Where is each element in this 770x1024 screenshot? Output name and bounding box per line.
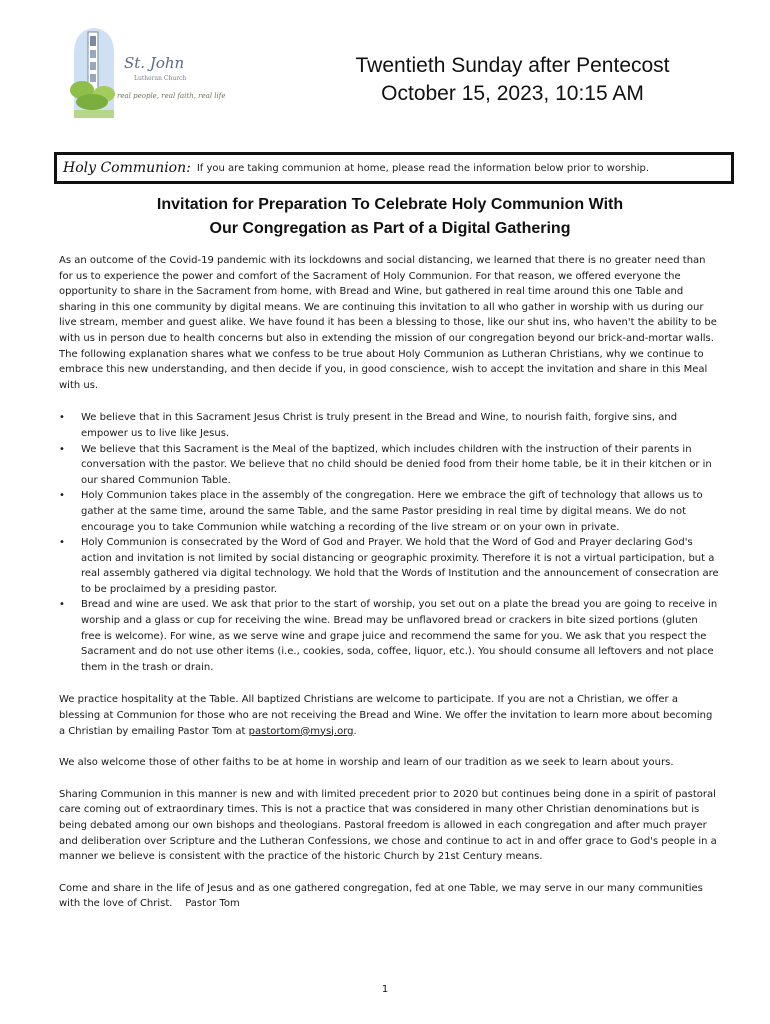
- closing-paragraph: [59, 881, 719, 912]
- communion-notice-box: [54, 152, 734, 184]
- list-item: • Holy Communion is consecrated by the Word of God and Prayer. We hold that the Word of God and Prayer declaring God's action and invitation is not limited by social distancing or geographic proximity. Therefore it is not a virtual participation, but a real assembly gathered via digital technology. We hold that the Words of Institution and the announcement of consecration are to be proclaimed by a presiding pastor.: [59, 535, 719, 597]
- service-date: October 15, 2023, 10:15 AM: [381, 82, 644, 105]
- pastor-email-link[interactable]: pastortom@mysj.org: [248, 725, 354, 737]
- hospitality-end: .: [353, 725, 357, 737]
- service-title: [300, 52, 725, 108]
- beliefs-list: [59, 410, 719, 675]
- signature: Pastor Tom: [185, 898, 240, 910]
- heading-line-1: Invitation for Preparation To Celebrate Holy Communion With: [156, 196, 624, 213]
- list-item: • We believe that in this Sacrament Jesus Christ is truly present in the Bread and Wine, to nourish faith, forgive sins, and empower us to live like Jesus.: [59, 410, 719, 441]
- page-number: 1: [381, 984, 389, 995]
- hospitality-text: We practice hospitality at the Table. All baptized Christians are welcome to participate. If you are not a Christian, we offer a blessing at Communion for those who are not receiving the Bread and Wine. We offer the invitation to learn more about becoming a Christian by emailing Pastor Tom at: [59, 694, 713, 737]
- list-item: • Bread and wine are used. We ask that prior to the start of worship, you set out on a plate the bread you are going to receive in worship and a glass or cup for receiving the wine. Bread may be unflavored bread or crackers in bite sized portions (gluten free is welcome). For wine, as we serve wine and grape juice and recommend the same for you. We ask that you respect the Sacrament and do not use other items (i.e., cookies, soda, coffee, liquor, etc.). You should consume all leftovers and not place them in the trash or drain.: [59, 597, 719, 675]
- notice-text: If you are taking communion at home, please read the information below prior to worship.: [196, 162, 650, 174]
- church-logo: [62, 24, 226, 124]
- service-name: Twentieth Sunday after Pentecost: [355, 54, 670, 77]
- logo-name: St. John: [124, 54, 185, 72]
- closing-text: Come and share in the life of Jesus and as one gathered congregation, fed at one Table, we may serve in our many communities with the love of Christ.: [59, 882, 703, 910]
- invitation-heading: [60, 193, 720, 241]
- hospitality-paragraph: [59, 692, 719, 739]
- logo-tagline: real people, real faith, real life: [117, 92, 226, 100]
- list-item: • Holy Communion takes place in the assembly of the congregation. Here we embrace the gift of technology that allows us to gather at the same time, around the same Table, and the same Pastor presiding in real time by digital means. We do not encourage you to take Communion while watching a recording of the live stream or on your own in private.: [59, 488, 719, 535]
- bell-tower-icon: [62, 24, 122, 124]
- logo-subtitle: Lutheran Church: [134, 75, 187, 82]
- sharing-paragraph: Sharing Communion in this manner is new and with limited precedent prior to 2020 but continues being done in a spirit of pastoral care coming out of extraordinary times. This is not a practice that was considered in many other Christian denominations but is being debated among our own bishops and theologians. Pastoral freedom is allowed in each congregation and after much prayer and deliberation over Scripture and the Lutheran Confessions, we chose and continue to act in and offer grace to God's people in a manner we believe is consistent with the practice of the historic Church by 21st Century means.: [59, 788, 717, 863]
- intro-paragraph: As an outcome of the Covid-19 pandemic with its lockdowns and social distancing, we learned that there is no greater need than for us to experience the power and comfort of the Sacrament of Holy Communion. For that reason, we offered everyone the opportunity to share in the Sacrament from home, with Bread and Wine, but gathered in real time around this one Table and sharing in this one community by digital means. We are continuing this invitation to all who gather in worship with us during our live stream, member and guest alike. We have found it has been a blessing to those, like our shut ins, who haven't the ability to be with us in person due to health concerns but also in extending the mission of our congregation beyond our brick-and-mortar walls. The following explanation shares what we confess to be true about Holy Communion as Lutheran Christians, why we continue to embrace this new understanding, and then decide if you, in good conscience, wish to accept the invitation and share in this Meal with us.: [59, 255, 717, 391]
- heading-line-2: Our Congregation as Part of a Digital Gathering: [209, 220, 571, 237]
- notice-label: Holy Communion:: [63, 160, 191, 176]
- list-item: • We believe that this Sacrament is the Meal of the baptized, which includes children with the instruction of their parents in conversation with the pastor. We believe that no child should be denied food from their home table, be it in their kitchen or in our shared Communion Table.: [59, 442, 719, 489]
- document-body: [59, 253, 719, 928]
- welcome-paragraph: We also welcome those of other faiths to be at home in worship and learn of our tradition as we seek to learn about yours.: [59, 757, 674, 769]
